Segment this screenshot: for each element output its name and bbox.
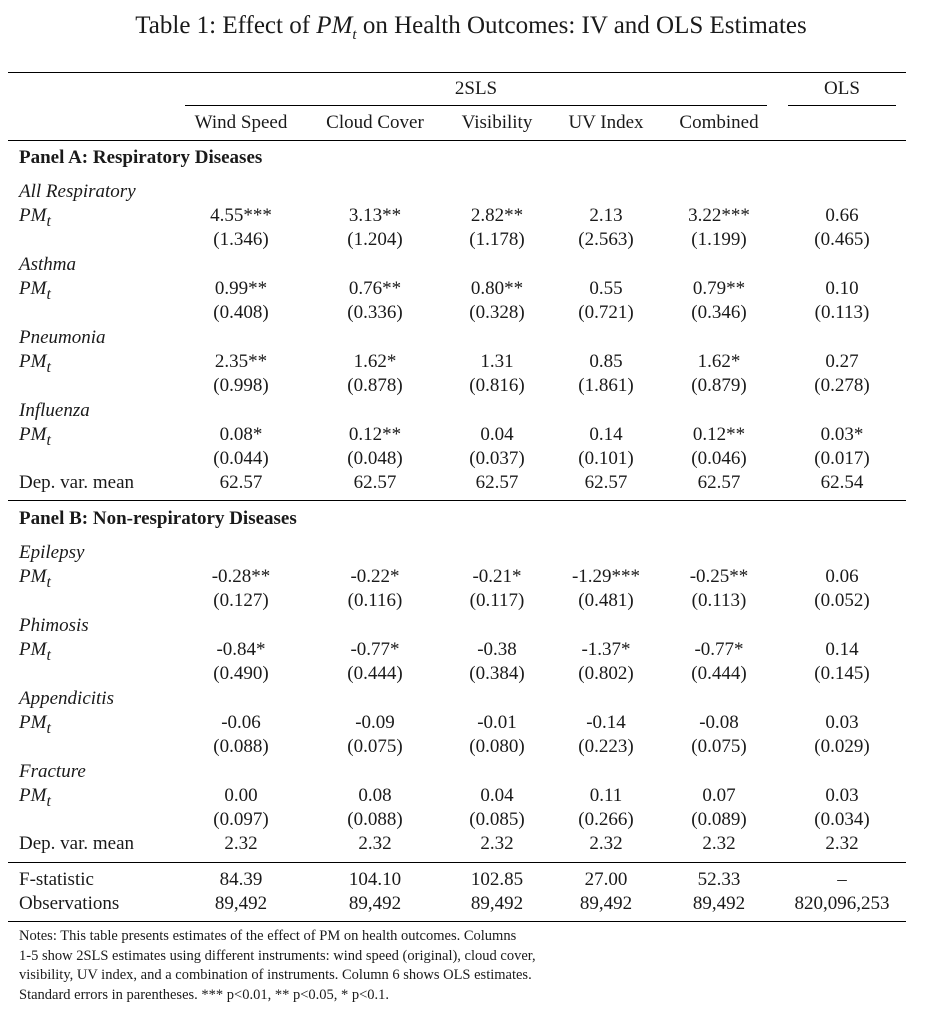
- col-header: Wind Speed: [194, 112, 288, 133]
- dep-mean-cell: 62.57: [697, 472, 741, 493]
- header-ols: OLS: [824, 78, 860, 99]
- coef-cell: 0.12**: [692, 424, 746, 445]
- panel-b-rule: [8, 862, 906, 863]
- se-cell: (0.088): [347, 809, 403, 830]
- coef-cell: 2.35**: [214, 351, 268, 372]
- se-cell: (0.721): [578, 302, 634, 323]
- pm-var: PM: [19, 639, 47, 660]
- se-cell: (0.052): [814, 590, 870, 611]
- se-cell: (0.444): [691, 663, 747, 684]
- ols-underline: [788, 105, 896, 106]
- se-cell: (1.204): [347, 229, 403, 250]
- se-cell: (0.017): [814, 448, 870, 469]
- coef-cell: -0.25**: [689, 566, 749, 587]
- coef-cell: 0.14: [825, 639, 859, 660]
- pm-var: PM: [19, 785, 47, 806]
- coef-cell: -0.22*: [350, 566, 400, 587]
- pm-subscript: t: [46, 719, 51, 737]
- outcome-name: All Respiratory: [19, 181, 136, 202]
- se-cell: (0.089): [691, 809, 747, 830]
- dep-mean-cell: 2.32: [224, 833, 258, 854]
- notes-line: Notes: This table presents estimates of the effect of PM on health outcomes. Columns: [19, 928, 517, 944]
- se-cell: (0.097): [213, 809, 269, 830]
- coef-cell: 2.13: [589, 205, 623, 226]
- se-cell: (0.127): [213, 590, 269, 611]
- coef-cell: 0.03: [825, 712, 859, 733]
- coef-cell: 0.03*: [820, 424, 864, 445]
- outcome-name: Phimosis: [19, 615, 89, 636]
- se-cell: (0.113): [814, 302, 870, 323]
- pm-var: PM: [19, 278, 47, 299]
- coef-cell: 1.31: [480, 351, 514, 372]
- coef-cell: -0.77*: [694, 639, 744, 660]
- coef-cell: -0.06: [221, 712, 261, 733]
- coef-cell: -0.38: [477, 639, 517, 660]
- se-cell: (1.178): [469, 229, 525, 250]
- se-cell: (0.075): [347, 736, 403, 757]
- se-cell: (0.085): [469, 809, 525, 830]
- se-cell: (0.336): [347, 302, 403, 323]
- pm-subscript: t: [46, 573, 51, 591]
- coef-cell: -0.21*: [472, 566, 522, 587]
- pm-label: [19, 278, 51, 306]
- pm-subscript: t: [46, 431, 51, 449]
- coef-cell: 0.66: [825, 205, 859, 226]
- coef-cell: 0.07: [702, 785, 736, 806]
- dep-mean-cell: 62.54: [820, 472, 864, 493]
- coef-cell: 0.99**: [214, 278, 268, 299]
- dep-mean-cell: 62.57: [353, 472, 397, 493]
- se-cell: (0.044): [213, 448, 269, 469]
- se-cell: (0.223): [578, 736, 634, 757]
- pm-label: [19, 424, 51, 452]
- obs-label: Observations: [19, 893, 120, 914]
- pm-var: PM: [19, 205, 47, 226]
- se-cell: (0.481): [578, 590, 634, 611]
- coef-cell: -0.09: [355, 712, 395, 733]
- coef-cell: 0.08: [358, 785, 392, 806]
- panel-b-title: Panel B: Non-respiratory Diseases: [19, 508, 297, 529]
- dep-mean-cell: 2.32: [589, 833, 623, 854]
- coef-cell: 0.03: [825, 785, 859, 806]
- se-cell: (1.199): [691, 229, 747, 250]
- outcome-name: Influenza: [19, 400, 90, 421]
- fstat-cell: 104.10: [348, 869, 402, 890]
- pm-subscript: t: [46, 646, 51, 664]
- se-cell: (0.802): [578, 663, 634, 684]
- fstat-cell: –: [837, 869, 847, 890]
- fstat-label: F-statistic: [19, 869, 94, 890]
- coef-cell: 0.00: [224, 785, 258, 806]
- obs-cell: 89,492: [692, 893, 746, 914]
- dep-mean-cell: 62.57: [584, 472, 628, 493]
- coef-cell: 0.10: [825, 278, 859, 299]
- coef-cell: -0.84*: [216, 639, 266, 660]
- pm-subscript: t: [46, 212, 51, 230]
- se-cell: (0.046): [691, 448, 747, 469]
- coef-cell: 0.12**: [348, 424, 402, 445]
- obs-cell: 89,492: [579, 893, 633, 914]
- coef-cell: 0.11: [589, 785, 623, 806]
- coef-cell: 0.04: [480, 424, 514, 445]
- pm-label: [19, 639, 51, 667]
- fstat-cell: 52.33: [697, 869, 741, 890]
- dep-mean-cell: 2.32: [358, 833, 392, 854]
- col-header: Visibility: [461, 112, 533, 133]
- top-rule: [8, 72, 906, 73]
- bottom-rule: [8, 921, 906, 922]
- coef-cell: 0.08*: [219, 424, 263, 445]
- header-2sls: 2SLS: [454, 78, 498, 99]
- table-notes: [19, 927, 719, 1005]
- pm-label: [19, 712, 51, 740]
- pm-label: [19, 566, 51, 594]
- se-cell: (0.408): [213, 302, 269, 323]
- se-cell: (0.328): [469, 302, 525, 323]
- se-cell: (0.080): [469, 736, 525, 757]
- se-cell: (0.037): [469, 448, 525, 469]
- coef-cell: -0.28**: [211, 566, 271, 587]
- pm-label: [19, 205, 51, 233]
- se-cell: (1.861): [578, 375, 634, 396]
- pm-var: PM: [19, 351, 47, 372]
- 2sls-underline: [185, 105, 767, 106]
- coef-cell: -1.29***: [571, 566, 641, 587]
- se-cell: (0.029): [814, 736, 870, 757]
- se-cell: (2.563): [578, 229, 634, 250]
- dep-mean-cell: 62.57: [219, 472, 263, 493]
- outcome-name: Epilepsy: [19, 542, 85, 563]
- se-cell: (0.346): [691, 302, 747, 323]
- se-cell: (0.490): [213, 663, 269, 684]
- pm-var: PM: [19, 566, 47, 587]
- se-cell: (0.075): [691, 736, 747, 757]
- pm-label: [19, 785, 51, 813]
- pm-var: PM: [19, 712, 47, 733]
- coef-cell: 1.62*: [353, 351, 397, 372]
- se-cell: (0.034): [814, 809, 870, 830]
- coef-cell: 3.13**: [348, 205, 402, 226]
- coef-cell: 0.76**: [348, 278, 402, 299]
- se-cell: (0.145): [814, 663, 870, 684]
- col-header: Combined: [679, 112, 759, 133]
- se-cell: (0.101): [578, 448, 634, 469]
- obs-cell: 89,492: [214, 893, 268, 914]
- outcome-name: Appendicitis: [19, 688, 114, 709]
- se-cell: (0.998): [213, 375, 269, 396]
- coef-cell: 0.85: [589, 351, 623, 372]
- outcome-name: Fracture: [19, 761, 86, 782]
- dep-mean-cell: 2.32: [480, 833, 514, 854]
- coef-cell: 0.14: [589, 424, 623, 445]
- coef-cell: -0.77*: [350, 639, 400, 660]
- se-cell: (0.444): [347, 663, 403, 684]
- coef-cell: 1.62*: [697, 351, 741, 372]
- notes-line: visibility, UV index, and a combination of instruments. Column 6 shows OLS estimates.: [19, 967, 532, 983]
- dep-mean-label: Dep. var. mean: [19, 472, 135, 493]
- notes-line: 1-5 show 2SLS estimates using different instruments: wind speed (original), cloud cover,: [19, 947, 536, 964]
- fstat-cell: 84.39: [219, 869, 263, 890]
- coef-cell: 0.06: [825, 566, 859, 587]
- coef-cell: 4.55***: [210, 205, 272, 226]
- se-cell: (1.346): [213, 229, 269, 250]
- coef-cell: 0.55: [589, 278, 623, 299]
- coef-cell: 0.80**: [470, 278, 524, 299]
- pm-subscript: t: [46, 792, 51, 810]
- pm-subscript: t: [46, 358, 51, 376]
- notes-line: Standard errors in parentheses. *** p<0.01, ** p<0.05, * p<0.1.: [19, 986, 390, 1003]
- col-header: Cloud Cover: [326, 112, 424, 133]
- se-cell: (0.816): [469, 375, 525, 396]
- pm-var: PM: [19, 424, 47, 445]
- coef-cell: 0.27: [825, 351, 859, 372]
- se-cell: (0.116): [347, 590, 403, 611]
- se-cell: (0.088): [213, 736, 269, 757]
- se-cell: (0.878): [347, 375, 403, 396]
- coef-cell: -0.14: [586, 712, 626, 733]
- pm-subscript: t: [46, 285, 51, 303]
- se-cell: (0.113): [691, 590, 747, 611]
- se-cell: (0.278): [814, 375, 870, 396]
- se-cell: (0.384): [469, 663, 525, 684]
- dep-mean-label: Dep. var. mean: [19, 833, 135, 854]
- col-header: UV Index: [568, 112, 644, 133]
- table-title: Table 1: Effect of $PM_t$ on Health Outcomes: IV and OLS Estimates: [135, 12, 807, 43]
- pm-label: [19, 351, 51, 379]
- coef-cell: 0.04: [480, 785, 514, 806]
- obs-cell: 89,492: [470, 893, 524, 914]
- coef-cell: 3.22***: [688, 205, 750, 226]
- panel-a-rule: [8, 500, 906, 501]
- fstat-cell: 27.00: [584, 869, 628, 890]
- se-cell: (0.117): [469, 590, 525, 611]
- obs-cell: 820,096,253: [794, 893, 890, 914]
- se-cell: (0.266): [578, 809, 634, 830]
- dep-mean-cell: 62.57: [475, 472, 519, 493]
- coef-cell: 0.79**: [692, 278, 746, 299]
- panel-a-title: Panel A: Respiratory Diseases: [19, 147, 263, 168]
- obs-cell: 89,492: [348, 893, 402, 914]
- coef-cell: -0.01: [477, 712, 517, 733]
- se-cell: (0.048): [347, 448, 403, 469]
- header-rule: [8, 140, 906, 141]
- coef-cell: -1.37*: [581, 639, 631, 660]
- outcome-name: Pneumonia: [19, 327, 106, 348]
- coef-cell: -0.08: [699, 712, 739, 733]
- fstat-cell: 102.85: [470, 869, 524, 890]
- dep-mean-cell: 2.32: [702, 833, 736, 854]
- dep-mean-cell: 2.32: [825, 833, 859, 854]
- outcome-name: Asthma: [19, 254, 76, 275]
- coef-cell: 2.82**: [470, 205, 524, 226]
- se-cell: (0.465): [814, 229, 870, 250]
- se-cell: (0.879): [691, 375, 747, 396]
